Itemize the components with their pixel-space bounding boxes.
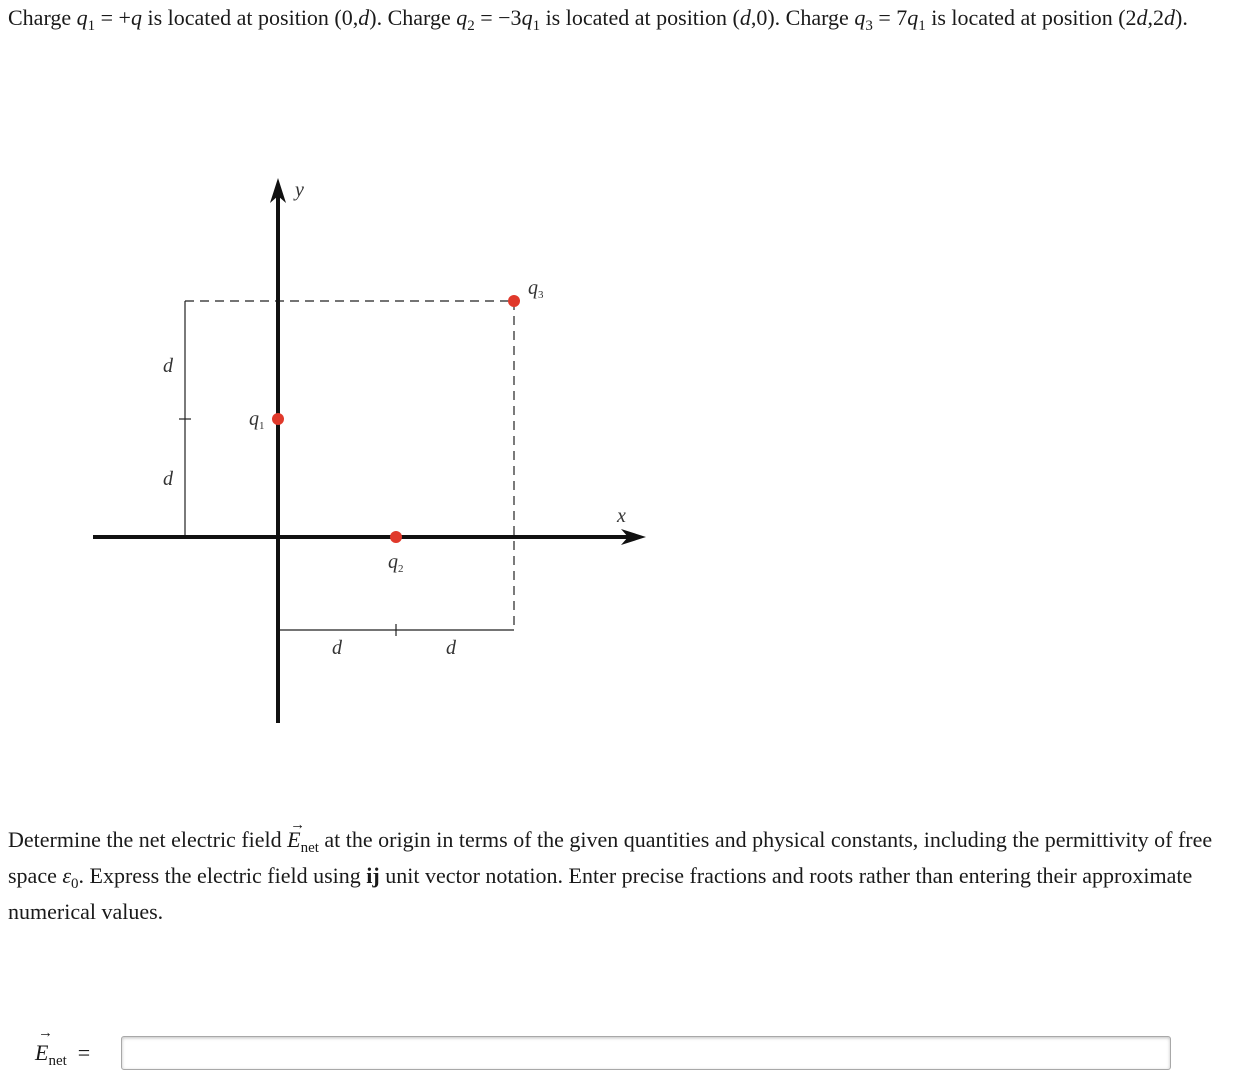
charge-q3 [508,295,520,307]
answer-label: → $E_{net}$ = [35,1040,90,1066]
dimension-label-lower-d: d [163,468,173,490]
q2-label: $q_2$ [388,551,404,575]
dimension-label-left-d: d [332,637,342,659]
charge-q1 [272,413,284,425]
problem-statement: Charge $q_1 = +q$ is located at position (0,d). Charge $q_2 = -3q_1$ is located at position (d,0). Charge $q_3 = 7q_1$ is located at position (2d,2d). [8,5,1188,34]
y-axis-label: y [295,179,304,201]
q1-label: $q_1$ [249,408,265,432]
question-text: Determine the net electric field → $E_{net}$ at the origin in terms of the given quantities and physical constants, including the permittivity of free space $\varepsilon_0$. Express the electric field using ij unit vector notation. Enter precise fractions and roots rather than entering their approximate numerical values. [8,822,1238,930]
q3-label: $q_3$ [528,277,544,301]
dimension-label-right-d: d [446,637,456,659]
answer-input[interactable] [121,1036,1171,1070]
x-axis-label: x [617,505,626,527]
charge-q2 [390,531,402,543]
charge-diagram [80,160,660,730]
dimension-label-upper-d: d [163,355,173,377]
